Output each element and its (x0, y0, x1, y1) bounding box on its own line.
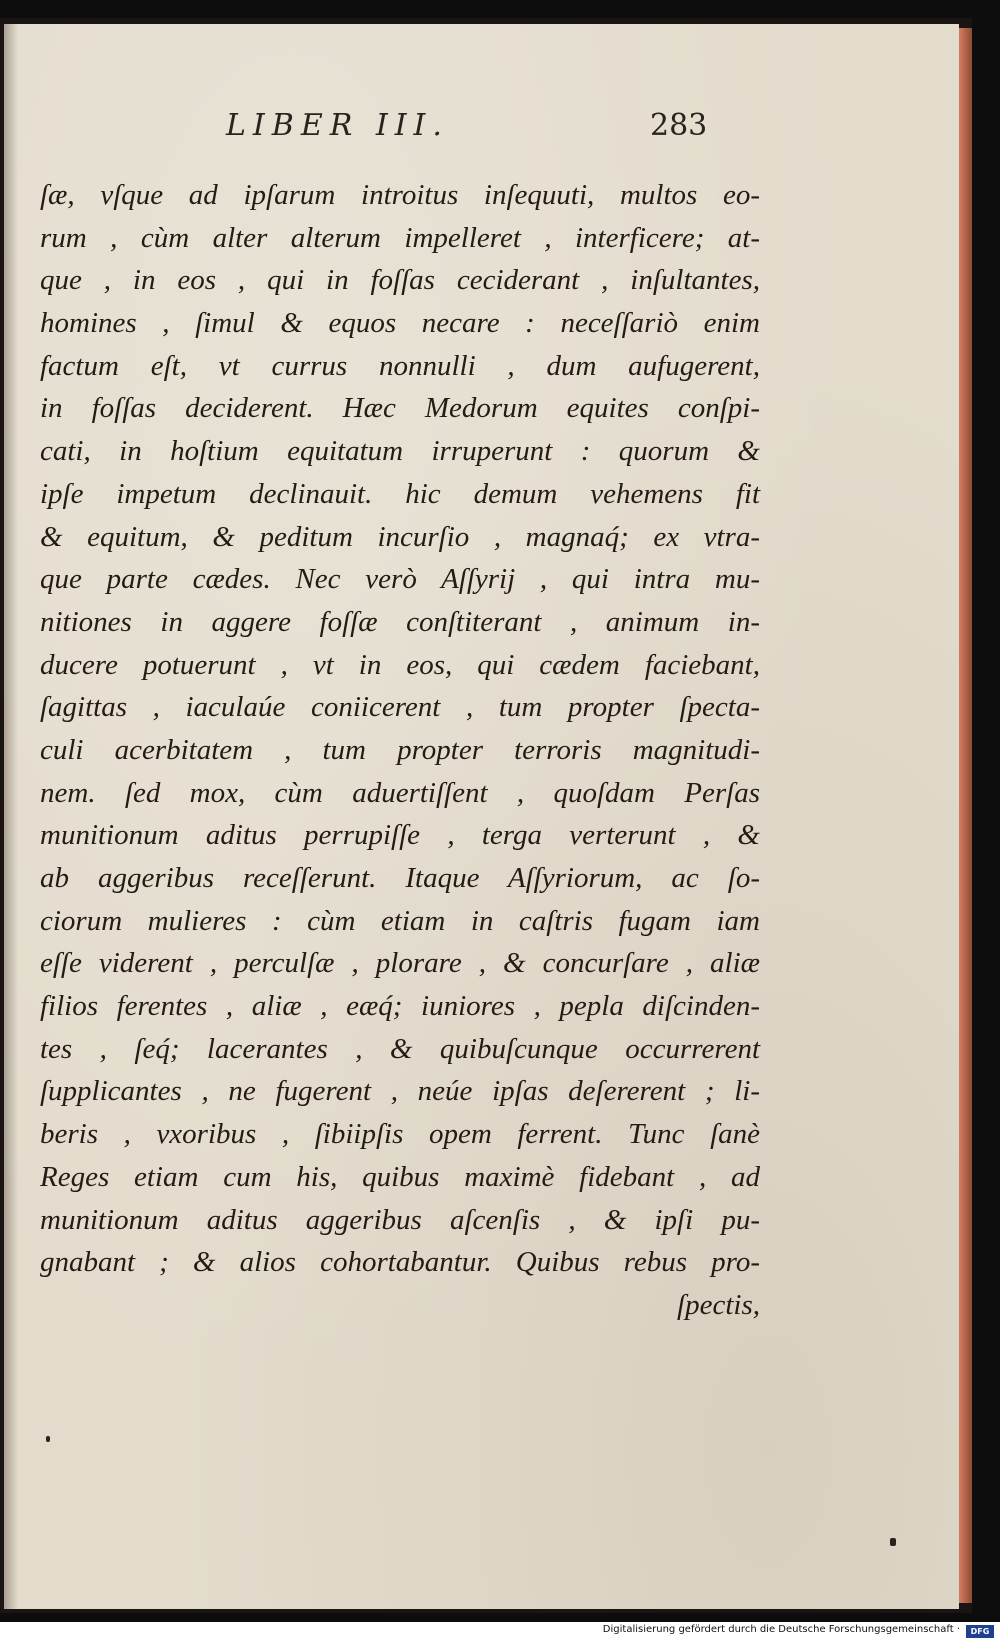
text-line: ſupplicantes , ne fugerent , neúe ipſas deſererent ; li- (40, 1075, 760, 1108)
text-line: ſagittas , iaculaúe coniicerent , tum propter ſpecta- (40, 691, 760, 724)
text-line: ipſe impetum declinauit. hic demum vehemens fit (40, 477, 760, 510)
text-line: & equitum, & peditum incurſio , magnaq́; ex vtra- (40, 520, 760, 553)
text-line: que parte cædes. Nec verò Aſſyrij , qui intra mu- (40, 563, 760, 596)
text-line: ſæ, vſque ad ipſarum introitus inſequuti, multos eo- (40, 179, 760, 211)
text-line: que , in eos , qui in foſſas ceciderant , inſultantes, (40, 264, 760, 297)
text-line: munitionum aditus perrupiſſe , terga verterunt , & (40, 819, 760, 852)
dfg-logo: DFG (966, 1625, 994, 1638)
text-line: culi acerbitatem , tum propter terroris magnitudi- (40, 733, 760, 766)
page-gutter-shadow (4, 24, 18, 1609)
text-line: in foſſas deciderent. Hæc Medorum equites conſpi- (40, 392, 760, 425)
text-line: filios ferentes , aliæ , eæq́; iuniores , pepla diſcinden- (40, 990, 760, 1023)
text-line: nitiones in aggere foſſæ conſtiterant , animum in- (40, 605, 760, 638)
page-header (4, 108, 959, 158)
text-line: factum eſt, vt currus nonnulli , dum aufugerent, (40, 349, 760, 382)
text-line: eſſe viderent , perculſæ , plorare , & concurſare , aliæ (40, 947, 760, 980)
text-line: Reges etiam cum his, quibus maximè fidebant , ad (40, 1160, 760, 1193)
text-line: ciorum mulieres : cùm etiam in caſtris fugam iam (40, 904, 760, 937)
footer-bar (0, 1622, 1000, 1642)
text-line: gnabant ; & alios cohortabantur. Quibus rebus pro- (40, 1246, 760, 1279)
running-title: LIBER III. (226, 108, 449, 143)
text-line: homines , ſimul & equos necare : neceſſariò enim (40, 307, 760, 340)
page-number: 283 (650, 108, 708, 143)
catchword: ſpectis, (677, 1288, 760, 1321)
text-line: tes , ſeq́; lacerantes , & quibuſcunque occurrerent (40, 1032, 760, 1065)
ink-speck (890, 1538, 896, 1546)
text-line: munitionum aditus aggeribus aſcenſis , & ipſi pu- (40, 1203, 760, 1236)
book-page (4, 24, 959, 1609)
text-line: cati, in hoſtium equitatum irruperunt : quorum & (40, 435, 760, 468)
text-line: beris , vxoribus , ſibiipſis opem ferrent. Tunc ſanè (40, 1118, 760, 1151)
funding-credit: Digitalisierung gefördert durch die Deutsche Forschungsgemeinschaft · (602, 1624, 960, 1635)
body-text (40, 174, 760, 1327)
text-line: ducere potuerunt , vt in eos, qui cædem faciebant, (40, 648, 760, 681)
ink-speck (46, 1436, 50, 1442)
text-line: rum , cùm alter alterum impelleret , interficere; at- (40, 221, 760, 254)
text-line: nem. ſed mox, cùm aduertiſſent , quoſdam Perſas (40, 776, 760, 809)
text-line: ab aggeribus receſſerunt. Itaque Aſſyriorum, ac ſo- (40, 862, 760, 894)
